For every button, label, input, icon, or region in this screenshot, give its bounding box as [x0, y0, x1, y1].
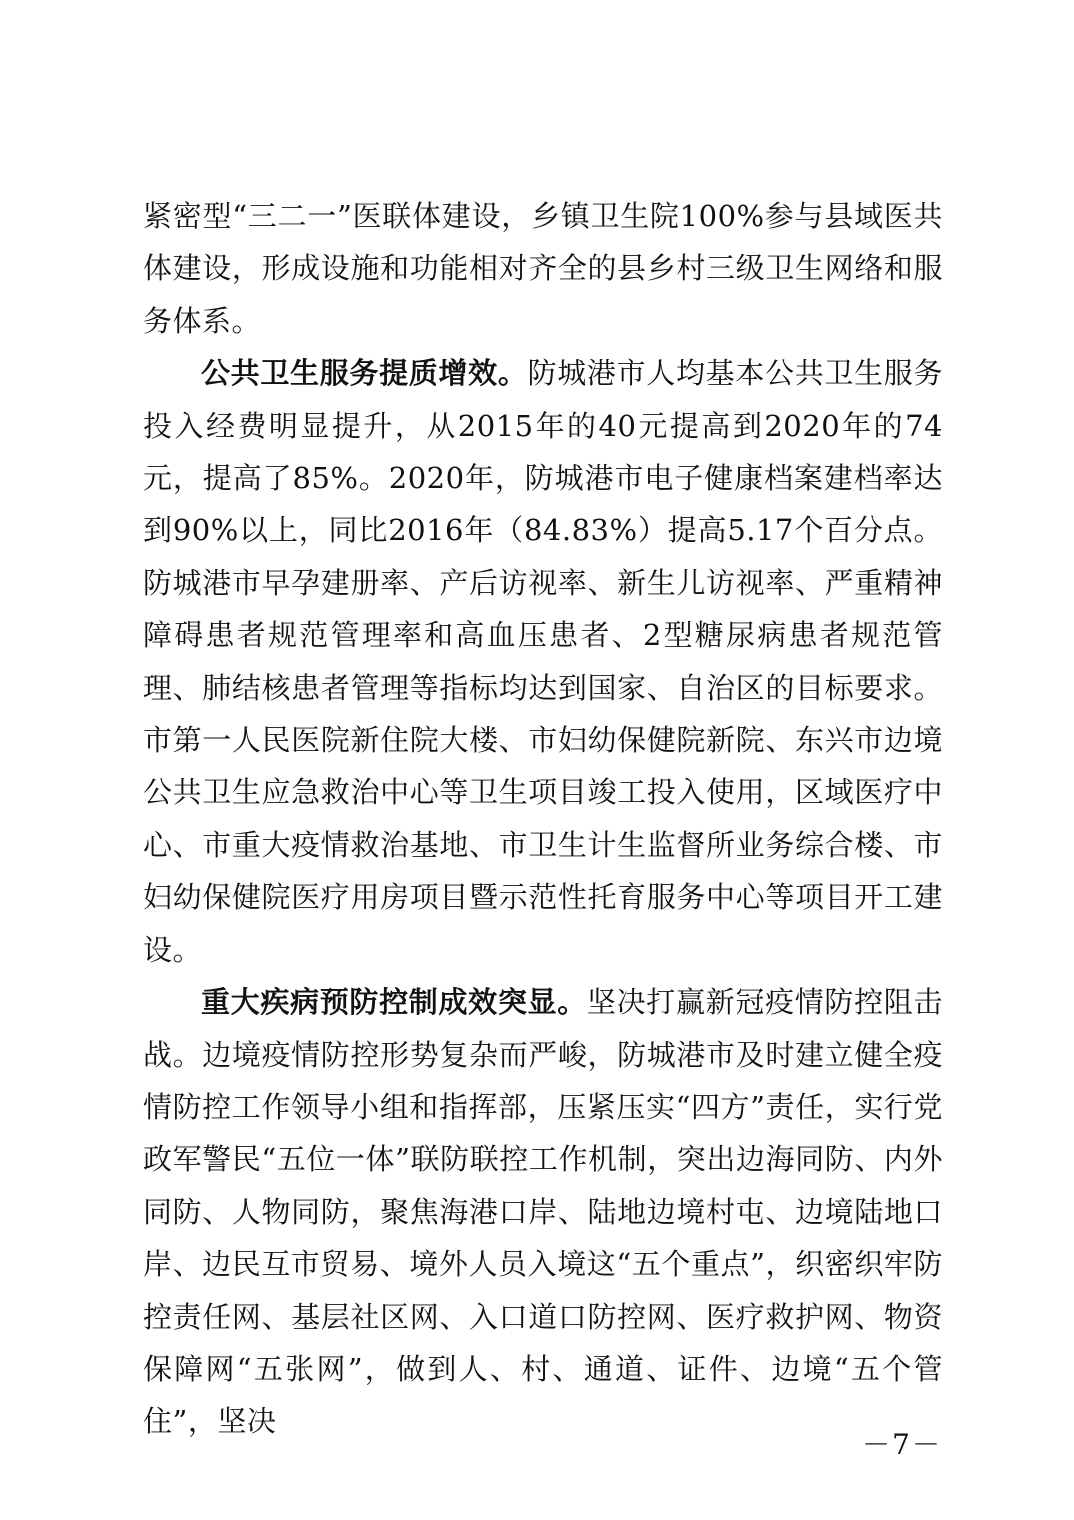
section-heading-public-health: 公共卫生服务提质增效。: [201, 356, 528, 391]
section-heading-disease-control: 重大疾病预防控制成效突显。: [201, 985, 587, 1020]
paragraph-disease-control: [143, 976, 943, 1448]
paragraph-continuation: [143, 190, 943, 347]
paragraph-text: 坚决打赢新冠疫情防控阻击战。边境疫情防控形势复杂而严峻，防城港市及时建立健全疫情防控工作领导小组和指挥部，压紧压实“四方”责任，实行党政军警民“五位一体”联防联控工作机制，突出边海同防、内外同防、人物同防，聚焦海港口岸、陆地边境村屯、边境陆地口岸、边民互市贸易、境外人员入境这“五个重点”，织密织牢防控责任网、基层社区网、入口道口防控网、医疗救护网、物资保障网“五张网”，做到人、村、通道、证件、边境“五个管住”，坚决: [143, 985, 943, 1439]
paragraph-text: 防城港市人均基本公共卫生服务投入经费明显提升，从2015年的40元提高到2020年的74元，提高了85%。2020年，防城港市电子健康档案建档率达到90%以上，同比2016年（84.83%）提高5.17个百分点。防城港市早孕建册率、产后访视率、新生儿访视率、严重精神障碍患者规范管理率和高血压患者、2型糖尿病患者规范管理、肺结核患者管理等指标均达到国家、自治区的目标要求。市第一人民医院新住院大楼、市妇幼保健院新院、东兴市边境公共卫生应急救治中心等卫生项目竣工投入使用，区域医疗中心、市重大疫情救治基地、市卫生计生监督所业务综合楼、市妇幼保健院医疗用房项目暨示范性托育服务中心等项目开工建设。: [143, 356, 943, 967]
body-text: [143, 190, 943, 1448]
page-number: －7－: [862, 1428, 942, 1461]
paragraph-text: 紧密型“三二一”医联体建设，乡镇卫生院100%参与县域医共体建设，形成设施和功能相对齐全的县乡村三级卫生网络和服务体系。: [143, 199, 943, 338]
paragraph-public-health: [143, 347, 943, 976]
